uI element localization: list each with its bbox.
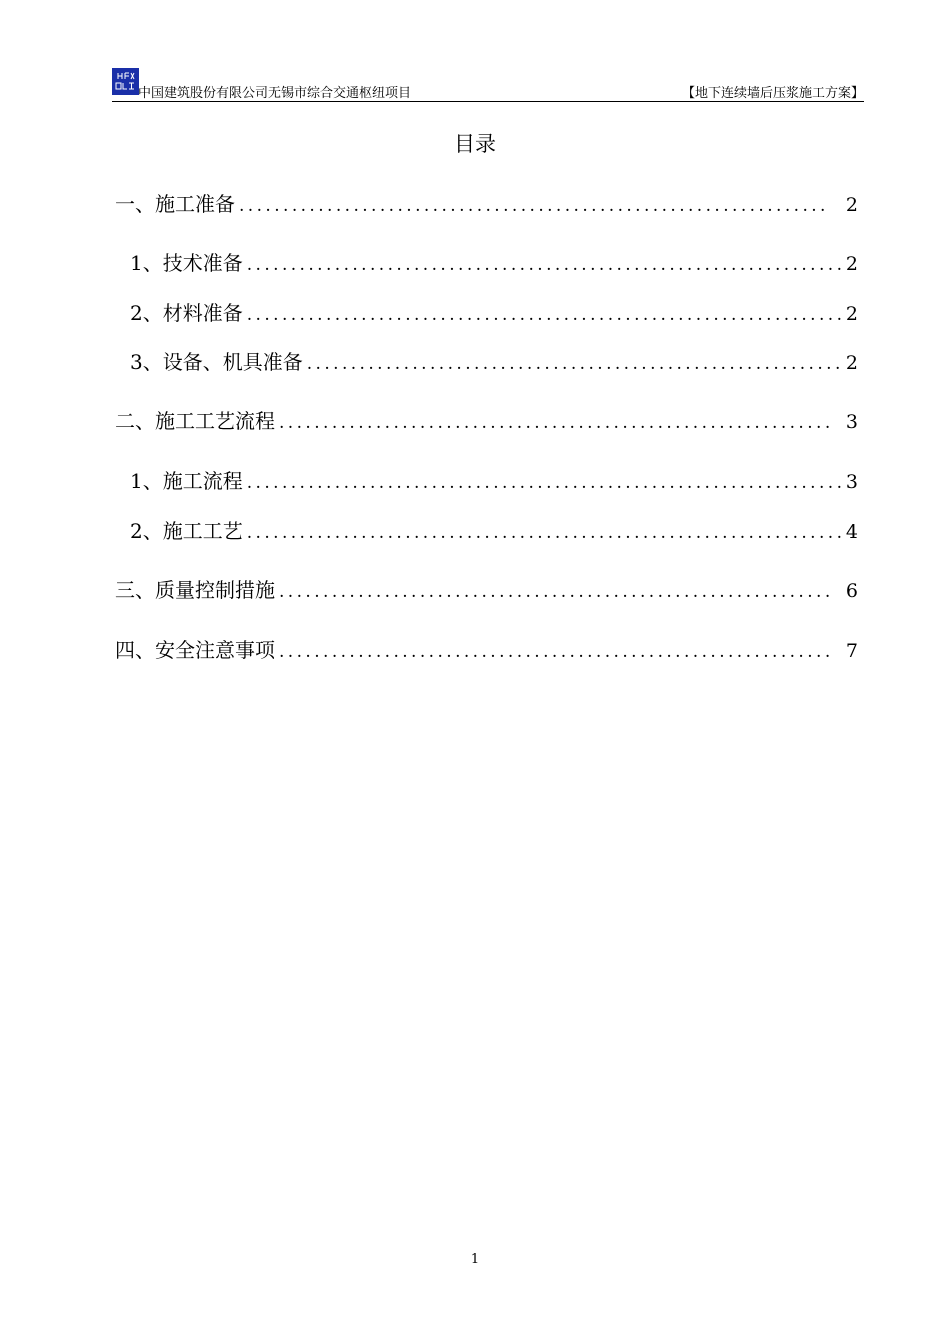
toc-entry-page: 2 [845,194,858,216]
header-divider [112,101,864,102]
toc-entry-page: 6 [845,580,858,602]
company-logo-icon [112,68,139,95]
toc-entry-page: 7 [845,640,858,662]
toc-entry-page: 2 [845,253,858,275]
toc-entry-label: 二、施工工艺流程 [115,409,275,433]
toc-entry-page: 4 [845,521,858,543]
toc-entry-label: 四、安全注意事项 [115,638,275,662]
toc-entry[interactable] [115,636,858,664]
page-number: 1 [470,1252,480,1267]
toc-entry[interactable] [115,190,858,218]
toc-entry[interactable] [115,576,858,604]
toc-entry[interactable] [130,249,858,277]
toc-entry-label: 1、施工流程 [130,469,243,493]
toc-leader-dots [239,192,830,220]
toc-entry-page: 2 [845,303,858,325]
toc-entry-label: 2、材料准备 [130,301,243,325]
toc-entry-label: 2、施工工艺 [130,519,243,543]
toc-leader-dots [247,251,842,279]
toc-entry-label: 1、技术准备 [130,251,243,275]
toc-entry-page: 3 [845,411,858,433]
toc-leader-dots [279,409,830,437]
toc-entry-label: 三、质量控制措施 [115,578,275,602]
toc-leader-dots [279,578,830,606]
toc-entry[interactable] [115,407,858,435]
toc-entry-label: 一、施工准备 [115,192,235,216]
toc-leader-dots [307,350,842,378]
toc-entry[interactable] [130,348,858,376]
toc-entry[interactable] [130,517,858,545]
toc-entry-label: 3、设备、机具准备 [130,350,303,374]
toc-entry-page: 2 [845,352,858,374]
page-header [112,68,864,102]
toc-heading: 目录 [454,132,496,156]
toc-leader-dots [247,519,842,547]
document-title: 【地下连续墙后压浆施工方案】 [681,86,864,101]
toc-entry[interactable] [130,299,858,327]
toc-leader-dots [247,469,842,497]
company-name: 中国建筑股份有限公司无锡市综合交通枢纽项目 [138,86,412,101]
toc-leader-dots [247,301,842,329]
toc-entry[interactable] [130,467,858,495]
toc-entry-page: 3 [845,471,858,493]
toc-leader-dots [279,638,830,666]
